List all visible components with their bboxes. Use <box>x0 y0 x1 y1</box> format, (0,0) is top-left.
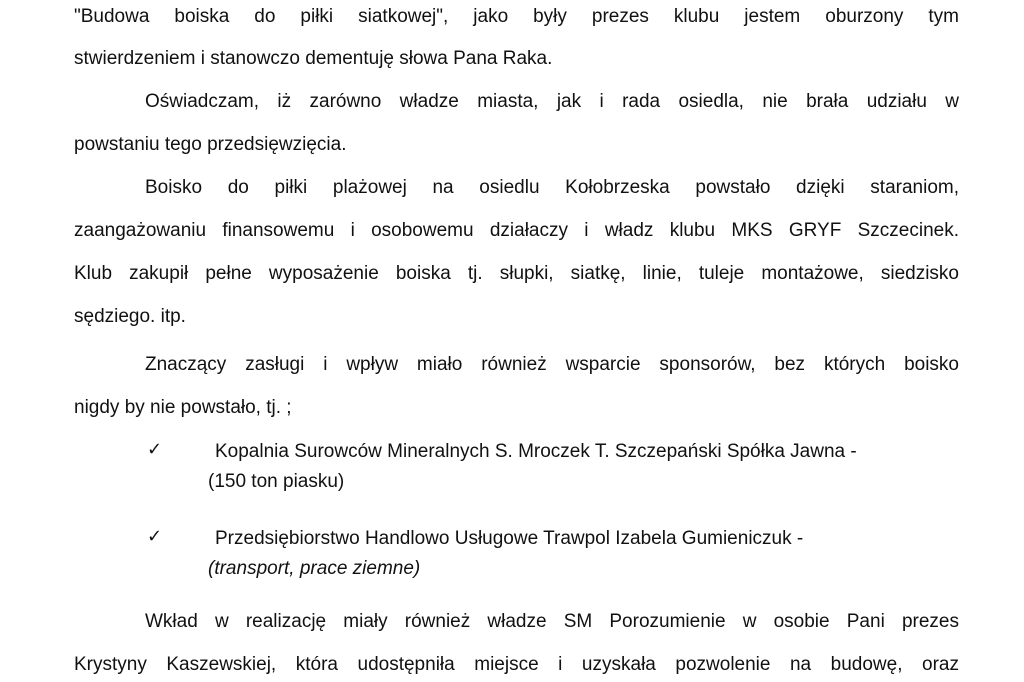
paragraph-line: Boisko do piłki plażowej na osiedlu Kołobrzeska powstało dzięki staraniom, <box>145 177 959 198</box>
checkmark-icon: ✓ <box>147 526 163 547</box>
checkmark-icon: ✓ <box>147 439 163 460</box>
paragraph-line: "Budowa boiska do piłki siatkowej", jako były prezes klubu jestem oburzony tym <box>74 6 959 27</box>
paragraph-line: Oświadczam, iż zarówno władze miasta, jak i rada osiedla, nie brała udziału w <box>145 91 959 112</box>
sponsor-contribution: (transport, prace ziemne) <box>208 558 421 579</box>
paragraph-line: stwierdzeniem i stanowczo dementuję słowa Pana Raka. <box>74 48 553 69</box>
paragraph-line: Wkład w realizację miały również władze SM Porozumienie w osobie Pani prezes <box>145 611 959 632</box>
sponsor-contribution: (150 ton piasku) <box>208 471 345 492</box>
paragraph-line: nigdy by nie powstało, tj. ; <box>74 397 292 418</box>
paragraph-line: Znaczący zasługi i wpływ miało również wsparcie sponsorów, bez których boisko <box>145 354 959 375</box>
sponsor-name: Przedsiębiorstwo Handlowo Usługowe Trawpol Izabela Gumieniczuk - <box>215 528 804 549</box>
paragraph-line: Krystyny Kaszewskiej, która udostępniła miejsce i uzyskała pozwolenie na budowę, oraz <box>74 654 959 675</box>
paragraph-line: zaangażowaniu finansowemu i osobowemu działaczy i władz klubu MKS GRYF Szczecinek. <box>74 220 959 241</box>
paragraph-line: Klub zakupił pełne wyposażenie boiska tj. słupki, siatkę, linie, tuleje montażowe, siedzisko <box>74 263 959 284</box>
paragraph-line: sędziego. itp. <box>74 306 186 327</box>
paragraph-line: powstaniu tego przedsięwzięcia. <box>74 134 347 155</box>
sponsor-name: Kopalnia Surowców Mineralnych S. Mroczek T. Szczepański Spółka Jawna - <box>215 441 857 462</box>
